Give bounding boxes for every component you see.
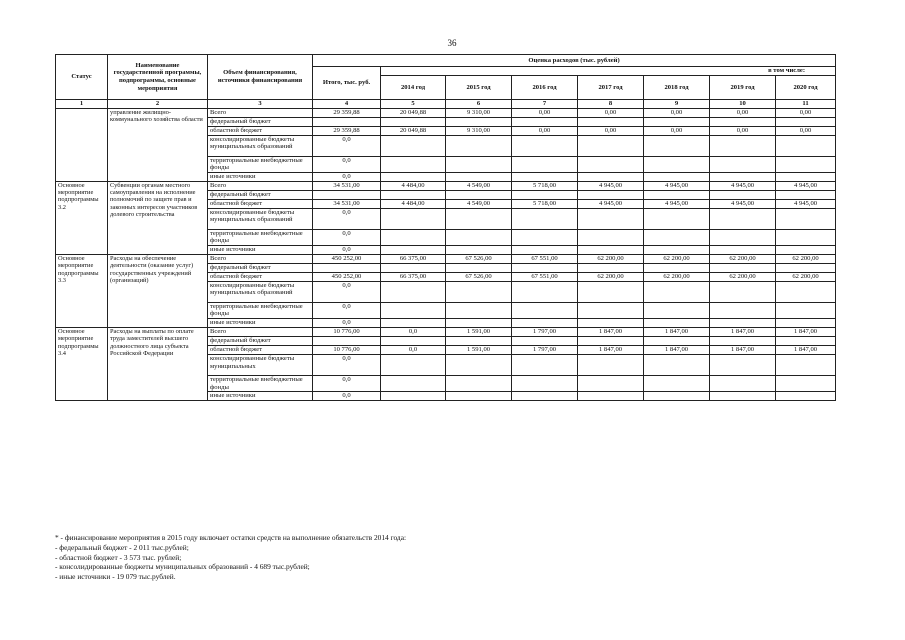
footnote-line: * - финансирование мероприятия в 2015 году включает остатки средств на выполнение обязательств 2014 года: bbox=[55, 533, 407, 542]
year-value-cell: 0,00 bbox=[578, 126, 644, 135]
year-value-cell bbox=[381, 337, 446, 346]
year-value-cell bbox=[644, 337, 710, 346]
source-cell: федеральный бюджет bbox=[208, 117, 313, 126]
year-value-cell bbox=[381, 172, 446, 181]
year-value-cell: 4 945,00 bbox=[578, 199, 644, 208]
year-value-cell bbox=[446, 172, 512, 181]
year-value-cell bbox=[381, 355, 446, 376]
header-status: Статус bbox=[56, 55, 108, 100]
source-cell: территориальные внебюджетные фонды bbox=[208, 156, 313, 172]
year-value-cell: 62 200,00 bbox=[644, 272, 710, 281]
year-value-cell bbox=[644, 208, 710, 229]
source-cell: консолидированные бюджеты муниципальных bbox=[208, 355, 313, 376]
year-value-cell: 9 310,00 bbox=[446, 126, 512, 135]
year-value-cell bbox=[446, 281, 512, 302]
year-value-cell bbox=[776, 355, 836, 376]
footnote-line: - иные источники - 19 079 тыс.рублей. bbox=[55, 572, 176, 582]
year-value-cell bbox=[578, 208, 644, 229]
year-value-cell: 0,00 bbox=[512, 126, 578, 135]
year-value-cell bbox=[710, 319, 776, 328]
year-value-cell: 4 549,00 bbox=[446, 181, 512, 190]
year-value-cell bbox=[644, 355, 710, 376]
year-value-cell bbox=[776, 319, 836, 328]
table-row bbox=[56, 181, 836, 190]
source-cell: областной бюджет bbox=[208, 346, 313, 355]
year-value-cell: 4 484,00 bbox=[381, 181, 446, 190]
year-value-cell bbox=[381, 319, 446, 328]
year-value-cell bbox=[776, 302, 836, 318]
year-value-cell: 1 847,00 bbox=[644, 328, 710, 337]
total-cell: 29 359,88 bbox=[313, 126, 381, 135]
year-value-cell: 1 847,00 bbox=[776, 346, 836, 355]
year-value-cell: 1 847,00 bbox=[578, 328, 644, 337]
year-value-cell bbox=[710, 337, 776, 346]
year-value-cell bbox=[512, 337, 578, 346]
column-number: 1 bbox=[56, 100, 108, 109]
year-value-cell bbox=[381, 392, 446, 401]
year-value-cell: 62 200,00 bbox=[578, 272, 644, 281]
year-value-cell bbox=[512, 355, 578, 376]
year-value-cell bbox=[578, 302, 644, 318]
year-value-cell bbox=[776, 337, 836, 346]
total-cell: 34 531,00 bbox=[313, 199, 381, 208]
year-value-cell bbox=[381, 281, 446, 302]
year-value-cell: 4 945,00 bbox=[644, 181, 710, 190]
year-value-cell bbox=[710, 245, 776, 254]
year-value-cell: 62 200,00 bbox=[578, 254, 644, 263]
year-value-cell bbox=[578, 190, 644, 199]
year-value-cell: 62 200,00 bbox=[710, 254, 776, 263]
total-cell bbox=[313, 263, 381, 272]
year-value-cell: 0,00 bbox=[710, 108, 776, 117]
year-value-cell bbox=[381, 190, 446, 199]
total-cell: 0,0 bbox=[313, 208, 381, 229]
year-value-cell bbox=[381, 156, 446, 172]
status-cell bbox=[56, 108, 108, 181]
total-cell: 10 776,00 bbox=[313, 328, 381, 337]
column-number: 10 bbox=[710, 100, 776, 109]
year-value-cell bbox=[644, 156, 710, 172]
year-value-cell: 0,00 bbox=[776, 126, 836, 135]
year-value-cell: 9 310,00 bbox=[446, 108, 512, 117]
column-number: 7 bbox=[512, 100, 578, 109]
year-value-cell: 66 375,00 bbox=[381, 254, 446, 263]
year-value-cell bbox=[644, 245, 710, 254]
total-cell: 0,0 bbox=[313, 319, 381, 328]
source-cell: иные источники bbox=[208, 172, 313, 181]
source-cell: областной бюджет bbox=[208, 126, 313, 135]
total-cell: 0,0 bbox=[313, 355, 381, 376]
year-value-cell bbox=[578, 117, 644, 126]
column-number: 8 bbox=[578, 100, 644, 109]
year-value-cell bbox=[446, 135, 512, 156]
year-value-cell bbox=[644, 281, 710, 302]
year-value-cell: 0,00 bbox=[578, 108, 644, 117]
total-cell: 0,0 bbox=[313, 281, 381, 302]
year-value-cell bbox=[512, 245, 578, 254]
total-cell: 450 252,00 bbox=[313, 254, 381, 263]
header-year-2019: 2019 год bbox=[710, 76, 776, 100]
year-value-cell bbox=[776, 135, 836, 156]
year-value-cell: 1 797,00 bbox=[512, 328, 578, 337]
year-value-cell bbox=[644, 117, 710, 126]
source-cell: иные источники bbox=[208, 392, 313, 401]
year-value-cell: 67 526,00 bbox=[446, 254, 512, 263]
year-value-cell bbox=[381, 117, 446, 126]
year-value-cell bbox=[578, 376, 644, 392]
year-value-cell: 0,00 bbox=[710, 126, 776, 135]
source-cell: областной бюджет bbox=[208, 272, 313, 281]
year-value-cell bbox=[381, 302, 446, 318]
year-value-cell bbox=[578, 263, 644, 272]
year-value-cell bbox=[512, 392, 578, 401]
total-cell: 0,0 bbox=[313, 302, 381, 318]
header-year-2018: 2018 год bbox=[644, 76, 710, 100]
column-number: 3 bbox=[208, 100, 313, 109]
year-value-cell bbox=[644, 229, 710, 245]
source-cell: Всего bbox=[208, 181, 313, 190]
total-cell: 0,0 bbox=[313, 245, 381, 254]
program-cell: Расходы на выплаты по оплате труда заместителей высшего должностного лица субъекта Российской Федерации bbox=[108, 328, 208, 401]
table-row bbox=[56, 328, 836, 337]
total-cell: 0,0 bbox=[313, 392, 381, 401]
year-value-cell bbox=[512, 376, 578, 392]
year-value-cell bbox=[644, 302, 710, 318]
year-value-cell bbox=[578, 281, 644, 302]
header-year-2015: 2015 год bbox=[446, 76, 512, 100]
year-value-cell bbox=[710, 229, 776, 245]
year-value-cell bbox=[776, 156, 836, 172]
year-value-cell bbox=[446, 156, 512, 172]
program-cell: Субвенции органам местного самоуправления на исполнение полномочий по защите прав и законных интересов участников долевого строительства bbox=[108, 181, 208, 254]
header-year-2020: 2020 год bbox=[776, 76, 836, 100]
year-value-cell bbox=[381, 135, 446, 156]
year-value-cell bbox=[446, 337, 512, 346]
year-value-cell: 4 549,00 bbox=[446, 199, 512, 208]
year-value-cell: 0,00 bbox=[644, 108, 710, 117]
year-value-cell: 0,00 bbox=[512, 108, 578, 117]
year-value-cell bbox=[512, 172, 578, 181]
year-value-cell bbox=[446, 229, 512, 245]
year-value-cell: 0,0 bbox=[381, 346, 446, 355]
year-value-cell: 20 049,88 bbox=[381, 126, 446, 135]
year-value-cell bbox=[446, 376, 512, 392]
column-number-row bbox=[56, 100, 836, 109]
status-cell: Основное мероприятие подпрограммы 3.2 bbox=[56, 181, 108, 254]
year-value-cell bbox=[446, 302, 512, 318]
program-cell: управление жилищно-коммунального хозяйства области bbox=[108, 108, 208, 181]
year-value-cell: 1 847,00 bbox=[644, 346, 710, 355]
table-row bbox=[56, 108, 836, 117]
budget-table bbox=[55, 54, 836, 401]
year-value-cell bbox=[776, 263, 836, 272]
source-cell: федеральный бюджет bbox=[208, 263, 313, 272]
total-cell: 0,0 bbox=[313, 229, 381, 245]
year-value-cell bbox=[710, 156, 776, 172]
total-cell: 34 531,00 bbox=[313, 181, 381, 190]
year-value-cell bbox=[381, 245, 446, 254]
year-value-cell bbox=[644, 376, 710, 392]
year-value-cell bbox=[512, 190, 578, 199]
year-value-cell bbox=[776, 392, 836, 401]
year-value-cell bbox=[512, 281, 578, 302]
year-value-cell: 0,00 bbox=[644, 126, 710, 135]
source-cell: территориальные внебюджетные фонды bbox=[208, 229, 313, 245]
source-cell: федеральный бюджет bbox=[208, 337, 313, 346]
total-cell: 0,0 bbox=[313, 156, 381, 172]
year-value-cell bbox=[710, 302, 776, 318]
column-number: 9 bbox=[644, 100, 710, 109]
footnote-line: - консолидированные бюджеты муниципальных образований - 4 689 тыс.рублей; bbox=[55, 562, 310, 572]
column-number: 6 bbox=[446, 100, 512, 109]
year-value-cell: 20 049,88 bbox=[381, 108, 446, 117]
year-value-cell bbox=[578, 355, 644, 376]
total-cell bbox=[313, 117, 381, 126]
header-year-2017: 2017 год bbox=[578, 76, 644, 100]
year-value-cell bbox=[710, 190, 776, 199]
header-including: в том числе: bbox=[381, 67, 836, 76]
year-value-cell: 1 591,00 bbox=[446, 328, 512, 337]
year-value-cell bbox=[446, 263, 512, 272]
year-value-cell bbox=[578, 319, 644, 328]
source-cell: консолидированные бюджеты муниципальных образований bbox=[208, 135, 313, 156]
total-cell: 0,0 bbox=[313, 376, 381, 392]
year-value-cell bbox=[710, 172, 776, 181]
year-value-cell bbox=[578, 229, 644, 245]
year-value-cell bbox=[578, 135, 644, 156]
status-cell: Основное мероприятие подпрограммы 3.3 bbox=[56, 254, 108, 327]
year-value-cell bbox=[381, 208, 446, 229]
year-value-cell bbox=[578, 337, 644, 346]
source-cell: территориальные внебюджетные фонды bbox=[208, 376, 313, 392]
source-cell: Всего bbox=[208, 328, 313, 337]
year-value-cell bbox=[776, 245, 836, 254]
year-value-cell bbox=[644, 190, 710, 199]
year-value-cell bbox=[710, 376, 776, 392]
year-value-cell: 1 591,00 bbox=[446, 346, 512, 355]
year-value-cell: 4 945,00 bbox=[578, 181, 644, 190]
source-cell: территориальные внебюджетные фонды bbox=[208, 302, 313, 318]
year-value-cell bbox=[644, 263, 710, 272]
column-number: 2 bbox=[108, 100, 208, 109]
year-value-cell bbox=[512, 319, 578, 328]
year-value-cell: 4 945,00 bbox=[644, 199, 710, 208]
year-value-cell: 4 945,00 bbox=[710, 181, 776, 190]
year-value-cell: 5 718,00 bbox=[512, 199, 578, 208]
header-year-2014: 2014 год bbox=[381, 76, 446, 100]
header-program-name: Наименование государственной программы, подпрограммы, основные мероприятия bbox=[108, 55, 208, 100]
budget-body bbox=[56, 108, 836, 401]
year-value-cell: 1 847,00 bbox=[710, 328, 776, 337]
year-value-cell bbox=[776, 376, 836, 392]
year-value-cell: 1 847,00 bbox=[578, 346, 644, 355]
header-financing-volume: Объем финансирования, источники финансирования bbox=[208, 55, 313, 100]
footnote-line: - федеральный бюджет - 2 011 тыс.рублей; bbox=[55, 542, 189, 552]
year-value-cell bbox=[512, 135, 578, 156]
year-value-cell bbox=[512, 208, 578, 229]
total-cell bbox=[313, 190, 381, 199]
year-value-cell bbox=[776, 229, 836, 245]
year-value-cell: 4 484,00 bbox=[381, 199, 446, 208]
year-value-cell bbox=[446, 208, 512, 229]
source-cell: Всего bbox=[208, 254, 313, 263]
year-value-cell bbox=[446, 392, 512, 401]
year-value-cell bbox=[644, 135, 710, 156]
year-value-cell: 67 551,00 bbox=[512, 272, 578, 281]
source-cell: иные источники bbox=[208, 245, 313, 254]
year-value-cell bbox=[710, 355, 776, 376]
year-value-cell bbox=[776, 208, 836, 229]
total-cell: 0,0 bbox=[313, 135, 381, 156]
year-value-cell bbox=[644, 319, 710, 328]
year-value-cell bbox=[381, 263, 446, 272]
year-value-cell: 62 200,00 bbox=[776, 254, 836, 263]
page-number: 36 bbox=[447, 38, 457, 48]
status-cell: Основное мероприятие подпрограммы 3.4 bbox=[56, 328, 108, 401]
table-row bbox=[56, 254, 836, 263]
year-value-cell: 62 200,00 bbox=[776, 272, 836, 281]
year-value-cell: 67 526,00 bbox=[446, 272, 512, 281]
year-value-cell bbox=[710, 392, 776, 401]
year-value-cell bbox=[446, 319, 512, 328]
year-value-cell: 4 945,00 bbox=[776, 181, 836, 190]
source-cell: Всего bbox=[208, 108, 313, 117]
total-cell: 450 252,00 bbox=[313, 272, 381, 281]
year-value-cell: 1 847,00 bbox=[710, 346, 776, 355]
year-value-cell bbox=[578, 156, 644, 172]
year-value-cell bbox=[710, 208, 776, 229]
year-value-cell bbox=[512, 263, 578, 272]
source-cell: консолидированные бюджеты муниципальных образований bbox=[208, 208, 313, 229]
year-value-cell bbox=[710, 135, 776, 156]
year-value-cell bbox=[512, 117, 578, 126]
header-cost-estimate: Оценка расходов (тыс. рублей) bbox=[313, 55, 836, 67]
year-value-cell bbox=[710, 263, 776, 272]
year-value-cell bbox=[512, 229, 578, 245]
year-value-cell bbox=[776, 190, 836, 199]
footnote-line: - областной бюджет - 3 573 тыс. рублей; bbox=[55, 552, 182, 562]
year-value-cell: 0,0 bbox=[381, 328, 446, 337]
year-value-cell bbox=[446, 117, 512, 126]
year-value-cell bbox=[578, 172, 644, 181]
total-cell: 10 776,00 bbox=[313, 346, 381, 355]
year-value-cell bbox=[710, 117, 776, 126]
year-value-cell bbox=[512, 302, 578, 318]
year-value-cell: 1 797,00 bbox=[512, 346, 578, 355]
total-cell bbox=[313, 337, 381, 346]
year-value-cell: 67 551,00 bbox=[512, 254, 578, 263]
year-value-cell bbox=[381, 376, 446, 392]
year-value-cell: 66 375,00 bbox=[381, 272, 446, 281]
year-value-cell bbox=[578, 392, 644, 401]
column-number: 5 bbox=[381, 100, 446, 109]
source-cell: областной бюджет bbox=[208, 199, 313, 208]
source-cell: консолидированные бюджеты муниципальных образований bbox=[208, 281, 313, 302]
year-value-cell bbox=[710, 281, 776, 302]
program-cell: Расходы на обеспечение деятельности (оказание услуг) государственных учреждений (организаций) bbox=[108, 254, 208, 327]
year-value-cell: 62 200,00 bbox=[644, 254, 710, 263]
header-year-2016: 2016 год bbox=[512, 76, 578, 100]
footnotes bbox=[55, 533, 845, 582]
year-value-cell: 1 847,00 bbox=[776, 328, 836, 337]
year-value-cell bbox=[644, 172, 710, 181]
year-value-cell bbox=[578, 245, 644, 254]
source-cell: федеральный бюджет bbox=[208, 190, 313, 199]
year-value-cell: 4 945,00 bbox=[776, 199, 836, 208]
year-value-cell bbox=[446, 190, 512, 199]
year-value-cell bbox=[381, 229, 446, 245]
year-value-cell: 5 718,00 bbox=[512, 181, 578, 190]
column-number: 11 bbox=[776, 100, 836, 109]
year-value-cell bbox=[446, 245, 512, 254]
year-value-cell bbox=[776, 117, 836, 126]
source-cell: иные источники bbox=[208, 319, 313, 328]
year-value-cell bbox=[776, 172, 836, 181]
year-value-cell bbox=[644, 392, 710, 401]
column-number: 4 bbox=[313, 100, 381, 109]
year-value-cell: 62 200,00 bbox=[710, 272, 776, 281]
total-cell: 29 359,88 bbox=[313, 108, 381, 117]
year-value-cell bbox=[512, 156, 578, 172]
year-value-cell: 0,00 bbox=[776, 108, 836, 117]
year-value-cell bbox=[446, 355, 512, 376]
year-value-cell bbox=[776, 281, 836, 302]
header-total: Итого, тыс. руб. bbox=[313, 67, 381, 100]
year-value-cell: 4 945,00 bbox=[710, 199, 776, 208]
total-cell: 0,0 bbox=[313, 172, 381, 181]
